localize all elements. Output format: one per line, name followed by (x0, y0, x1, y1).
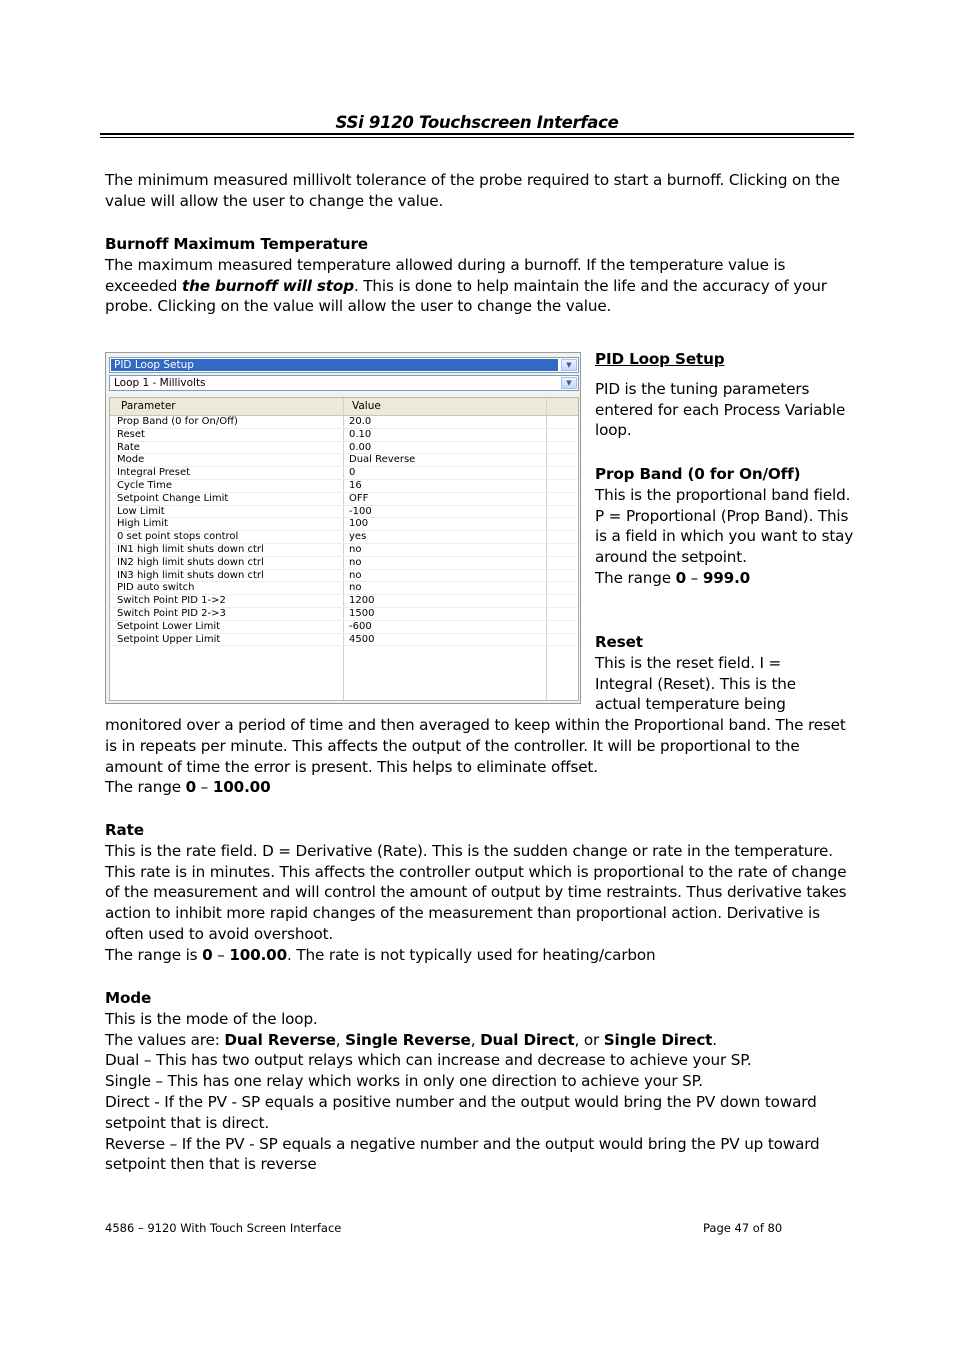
mode-reverse: Reverse – If the PV - SP equals a negative number and the output would bring the PV up toward setpoint then that is reverse (105, 1134, 820, 1174)
burnoff-text-b: . This is done to help maintain the life and the accuracy of your probe. Clicking on the value will allow the user to change the value. (105, 276, 827, 316)
range-label: The range is (105, 945, 203, 964)
parameter-cell: Setpoint Change Limit (117, 492, 229, 504)
value-cell[interactable]: 0 (349, 467, 356, 479)
pid-setup-screenshot (105, 352, 581, 704)
parameter-cell: Reset (117, 428, 145, 440)
range-label: The range (595, 568, 676, 587)
table-row[interactable] (110, 467, 578, 480)
table-row[interactable] (110, 493, 578, 506)
menu-dropdown-label: PID Loop Setup (114, 359, 194, 371)
reset-text: monitored over a period of time and then averaged to keep within the Proportional band. The reset is in repeats per minute. This affects the output of the controller. It will be proportional to the amount of time the error is present. This helps to eliminate offset. (105, 716, 846, 776)
separator: , (470, 1030, 481, 1049)
rate-text: This is the rate field. D = Derivative (Rate). This is the sudden change or rate in the temperature. This rate is in minutes. This affects the controller output which is proportional to the rate of change of the measurement and will control the amount of output by time restraints. Thus derivative takes action to inhibit more rapid changes of the measurement than proportional action. Derivative is often used to avoid overshoot. (105, 841, 847, 943)
value-cell[interactable]: 1200 (349, 595, 375, 607)
range-separator: – (196, 778, 213, 797)
propband-range (595, 568, 855, 589)
range-max: 999.0 (702, 568, 751, 587)
separator: , (335, 1030, 346, 1049)
parameter-cell: IN2 high limit shuts down ctrl (117, 556, 264, 568)
mode-line-1: This is the mode of the loop. (105, 1009, 318, 1028)
reset-section (595, 632, 855, 715)
rate-heading: Rate (105, 821, 144, 839)
pid-section (595, 349, 855, 441)
parameter-cell: IN3 high limit shuts down ctrl (117, 569, 264, 581)
mode-value: Dual Reverse (224, 1030, 336, 1049)
parameter-cell: Switch Point PID 1->2 (117, 595, 226, 607)
mode-dual: Dual – This has two output relays which can increase and decrease to achieve your SP. (105, 1051, 752, 1070)
range-min: 0 (202, 945, 213, 964)
propband-text: This is the proportional band field. P = Proportional (Prop Band). This is a field in which you want to stay around the setpoint. (595, 485, 854, 567)
chevron-down-icon[interactable]: ▼ (561, 359, 577, 371)
mode-value: Dual Direct (480, 1030, 575, 1049)
value-cell[interactable]: 0.10 (349, 428, 372, 440)
rate-section (105, 820, 855, 966)
separator: , or (574, 1030, 604, 1049)
parameter-cell: 0 set point stops control (117, 531, 239, 543)
propband-section (595, 464, 855, 589)
value-cell[interactable]: -100 (349, 505, 372, 517)
page-header-title: SSi 9120 Touchscreen Interface (335, 113, 619, 132)
value-cell[interactable]: no (349, 569, 362, 581)
burnoff-emphasis: the burnoff will stop (181, 276, 354, 295)
table-row[interactable] (110, 621, 578, 634)
loop-dropdown[interactable] (109, 375, 579, 391)
range-separator: – (686, 568, 703, 587)
header-rule-thick (100, 133, 854, 135)
grid-header (110, 398, 578, 416)
value-cell[interactable]: 20.0 (349, 416, 372, 427)
reset-range (105, 777, 855, 798)
intro-paragraph: The minimum measured millivolt tolerance of the probe required to start a burnoff. Clicking on the value will allow the user to change the value. (105, 171, 840, 210)
mode-values (105, 1030, 855, 1051)
column-header-parameter[interactable]: Parameter (121, 400, 176, 412)
table-row[interactable] (110, 634, 578, 647)
rate-range (105, 945, 855, 966)
table-row[interactable] (110, 442, 578, 455)
table-row[interactable] (110, 531, 578, 544)
header-rule-thin (100, 137, 854, 138)
parameter-cell: PID auto switch (117, 582, 195, 594)
column-header-value[interactable]: Value (352, 400, 381, 412)
footer-page-number: Page 47 of 80 (703, 1221, 783, 1235)
burnoff-text-a: The maximum measured temperature allowed during a burnoff. If the temperature value is exceeded (105, 255, 786, 295)
burnoff-text (105, 255, 855, 317)
mode-section (105, 988, 855, 1175)
table-row[interactable] (110, 454, 578, 467)
value-cell[interactable]: 1500 (349, 608, 375, 619)
table-row[interactable] (110, 416, 578, 429)
footer-document-id: 4586 – 9120 With Touch Screen Interface (105, 1221, 342, 1235)
burnoff-section (105, 234, 855, 317)
mode-single: Single – This has one relay which works in only one direction to achieve your SP. (105, 1072, 703, 1091)
parameter-grid (109, 397, 579, 701)
value-cell[interactable]: no (349, 556, 362, 568)
table-row[interactable] (110, 557, 578, 570)
range-min: 0 (675, 568, 686, 587)
value-cell[interactable]: 16 (349, 480, 362, 491)
mode-heading: Mode (105, 989, 152, 1007)
table-row[interactable] (110, 429, 578, 442)
reset-line-3: actual temperature being (595, 695, 786, 714)
table-row[interactable] (110, 506, 578, 519)
reset-line-1: This is the reset field. I = (595, 653, 782, 672)
table-row[interactable] (110, 518, 578, 531)
range-separator: – (212, 945, 230, 964)
mode-direct: Direct - If the PV - SP equals a positive number and the output would bring the PV down toward setpoint that is direct. (105, 1092, 817, 1132)
parameter-cell: Setpoint Lower Limit (117, 620, 221, 632)
mode-value: Single Direct (603, 1030, 713, 1049)
parameter-cell: Prop Band (0 for On/Off) (117, 416, 238, 427)
parameter-cell: IN1 high limit shuts down ctrl (117, 544, 264, 555)
parameter-cell: Low Limit (117, 505, 165, 517)
loop-dropdown-label: Loop 1 - Millivolts (114, 377, 206, 389)
table-row[interactable] (110, 544, 578, 557)
value-cell[interactable]: 100 (349, 518, 369, 530)
reset-continued (105, 715, 855, 798)
value-cell[interactable]: OFF (349, 492, 369, 504)
mode-value: Single Reverse (345, 1030, 471, 1049)
parameter-cell: Mode (117, 454, 145, 466)
table-row[interactable] (110, 608, 578, 621)
table-row[interactable] (110, 582, 578, 595)
reset-heading: Reset (595, 633, 643, 651)
value-cell[interactable]: 0.00 (349, 441, 372, 453)
range-label: The range (105, 778, 186, 797)
separator: . (712, 1030, 717, 1049)
range-max: 100.00 (229, 945, 288, 964)
table-row[interactable] (110, 480, 578, 493)
reset-line-2: Integral (Reset). This is the (595, 674, 796, 693)
value-cell[interactable]: Dual Reverse (349, 454, 416, 466)
range-max: 100.00 (212, 778, 271, 797)
table-row[interactable] (110, 570, 578, 583)
parameter-cell: High Limit (117, 518, 168, 530)
parameter-cell: Switch Point PID 2->3 (117, 608, 226, 619)
table-row[interactable] (110, 595, 578, 608)
value-cell[interactable]: 4500 (349, 633, 375, 645)
parameter-cell: Cycle Time (117, 480, 172, 491)
menu-dropdown[interactable] (109, 357, 579, 373)
chevron-down-icon[interactable]: ▼ (561, 377, 577, 389)
value-cell[interactable]: -600 (349, 620, 372, 632)
propband-heading: Prop Band (0 for On/Off) (595, 465, 801, 483)
values-label: The values are: (105, 1030, 225, 1049)
parameter-cell: Integral Preset (117, 467, 191, 479)
value-cell[interactable]: yes (349, 531, 367, 543)
parameter-cell: Setpoint Upper Limit (117, 633, 221, 645)
parameter-cell: Rate (117, 441, 140, 453)
range-note: . The rate is not typically used for heating/carbon (287, 945, 656, 964)
pid-heading: PID Loop Setup (595, 350, 725, 368)
value-cell[interactable]: no (349, 582, 362, 594)
value-cell[interactable]: no (349, 544, 362, 555)
burnoff-heading: Burnoff Maximum Temperature (105, 235, 368, 253)
pid-text: PID is the tuning parameters entered for each Process Variable loop. (595, 379, 846, 440)
range-min: 0 (185, 778, 196, 797)
